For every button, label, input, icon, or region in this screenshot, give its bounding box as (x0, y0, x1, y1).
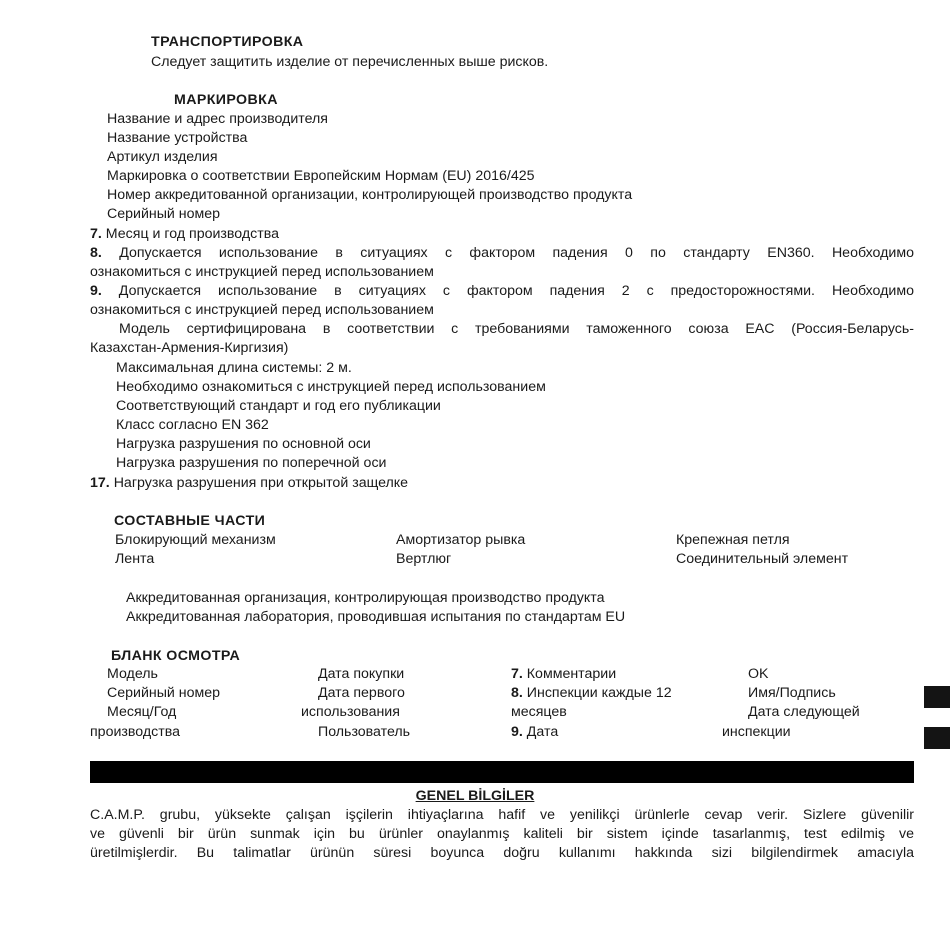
marking-item-9-line2: ознакомиться с инструкцией перед использованием (90, 302, 434, 318)
item-text: Комментарии (526, 666, 617, 682)
item-text: Допускается использование в ситуациях с фактором падения 0 по стандарту EN360. Необходимо (119, 245, 914, 261)
component-item: Амортизатор рывка (396, 532, 526, 548)
turkish-paragraph-line: ve güvenli bir ürün sunmak için bu ürünler onaylanmış kaliteli bir sistem içinde tasarlanmış, test edilmiş ve (90, 826, 914, 842)
form-field-next-date: Дата следующей (748, 704, 860, 720)
marking-item: Нагрузка разрушения по основной оси (116, 436, 371, 452)
marking-item: Нагрузка разрушения по поперечной оси (116, 455, 387, 471)
marking-item-8-line1 (90, 244, 914, 263)
marking-item: Соответствующий стандарт и год его публикации (116, 398, 441, 414)
turkish-paragraph-line: C.A.M.P. grubu, yüksekte çalışan işçilerin ihtiyaçlarına hafif ve yenilikçi ürünlerle cevap verir. Sizlere güvenilir (90, 807, 914, 823)
item-number: 9. (90, 283, 102, 299)
form-field-user: Пользователь (318, 724, 411, 740)
turkish-section-title: GENEL BİLGİLER (415, 788, 535, 804)
item-text: Инспекции каждые 12 (526, 685, 672, 701)
marking-item: Номер аккредитованной организации, контролирующей производство продукта (107, 187, 633, 203)
form-field-inspections (511, 684, 672, 703)
form-field-production: производства (90, 724, 180, 740)
page-edge-tab (924, 727, 950, 749)
transport-heading: ТРАНСПОРТИРОВКА (151, 34, 304, 50)
item-text: Месяц и год производства (105, 226, 280, 242)
accreditation-line: Аккредитованная организация, контролирующая производство продукта (126, 590, 605, 606)
marking-item: Серийный номер (107, 206, 221, 222)
marking-item: Класс согласно EN 362 (116, 417, 269, 433)
form-field-purchase-date: Дата покупки (318, 666, 405, 682)
turkish-paragraph-line: üretilmişlerdir. Bu talimatlar ürünün süresi boyunca doğru kullanımı hakkında sizi bilgilendirmek amacıyla (90, 845, 914, 861)
marking-item: Маркировка о соответствии Европейским Нормам (EU) 2016/425 (107, 168, 535, 184)
marking-heading: МАРКИРОВКА (174, 92, 278, 108)
component-item: Крепежная петля (676, 532, 790, 548)
item-text: Нагрузка разрушения при открытой защелке (113, 475, 409, 491)
component-item: Лента (115, 551, 155, 567)
accreditation-line: Аккредитованная лаборатория, проводившая испытания по стандартам EU (126, 609, 626, 625)
form-field-signature: Имя/Подпись (748, 685, 836, 701)
marking-item-17 (90, 474, 408, 493)
item-number: 8. (511, 685, 523, 701)
item-number: 7. (90, 226, 102, 242)
components-heading: СОСТАВНЫЕ ЧАСТИ (114, 513, 266, 529)
marking-item: Название и адрес производителя (107, 111, 328, 127)
form-field-serial: Серийный номер (107, 685, 221, 701)
form-field-first-use-cont: использования (301, 704, 400, 720)
eac-line1: Модель сертифицирована в соответствии с требованиями таможенного союза EAC (Россия-Беларусь- (119, 321, 914, 337)
form-field-ok: OK (748, 666, 769, 682)
form-field-model: Модель (107, 666, 158, 682)
form-field-comments (511, 665, 616, 684)
marking-item-9-line1 (90, 282, 914, 301)
form-field-inspections-cont: месяцев (511, 704, 567, 720)
eac-line2: Казахстан-Армения-Киргизия) (90, 340, 289, 356)
component-item: Соединительный элемент (676, 551, 849, 567)
marking-item-7 (90, 225, 279, 244)
item-number: 17. (90, 475, 110, 491)
item-number: 9. (511, 724, 523, 740)
marking-item-8-line2: ознакомиться с инструкцией перед использованием (90, 264, 434, 280)
page-edge-tab (924, 686, 950, 708)
marking-item: Название устройства (107, 130, 248, 146)
transport-text: Следует защитить изделие от перечисленных выше рисков. (151, 54, 549, 70)
marking-item: Максимальная длина системы: 2 м. (116, 360, 352, 376)
form-field-first-use: Дата первого (318, 685, 405, 701)
item-text: Дата (526, 724, 559, 740)
marking-item: Необходимо ознакомиться с инструкцией перед использованием (116, 379, 546, 395)
item-number: 7. (511, 666, 523, 682)
form-field-next-date-cont: инспекции (722, 724, 791, 740)
item-text: Допускается использование в ситуациях с фактором падения 2 с предосторожностями. Необходимо (118, 283, 914, 299)
form-field-month-year: Месяц/Год (107, 704, 177, 720)
item-number: 8. (90, 245, 102, 261)
component-item: Блокирующий механизм (115, 532, 276, 548)
form-field-date (511, 723, 558, 742)
component-item: Вертлюг (396, 551, 452, 567)
marking-item: Артикул изделия (107, 149, 218, 165)
inspection-form-heading: БЛАНК ОСМОТРА (111, 648, 241, 664)
section-divider-bar (90, 761, 914, 783)
